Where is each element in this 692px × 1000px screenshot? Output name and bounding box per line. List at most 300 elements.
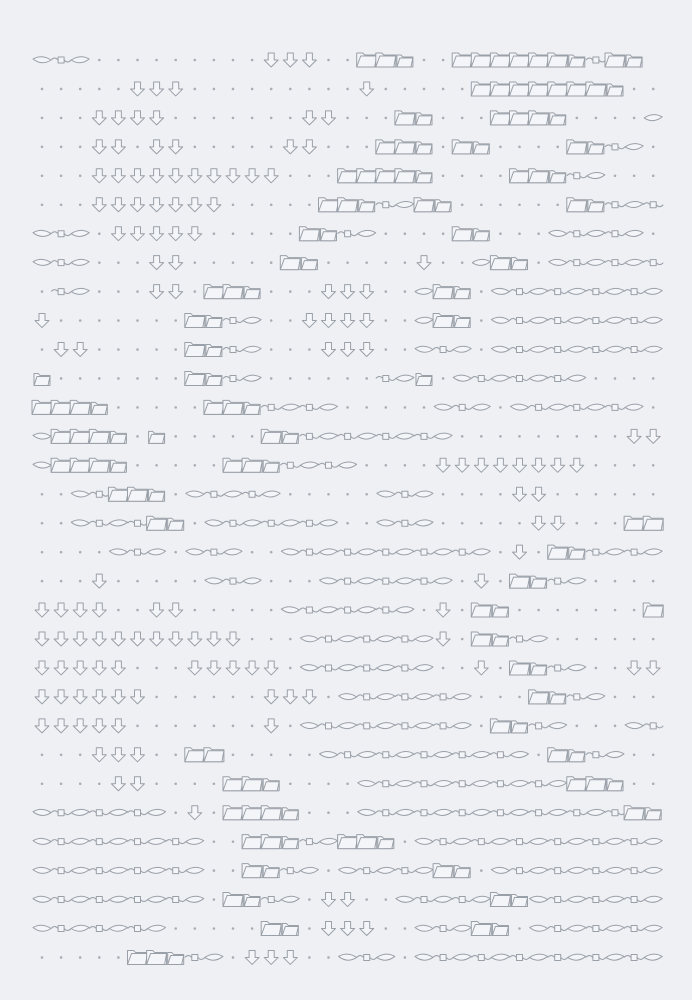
down-arrow-icon xyxy=(35,632,49,646)
folder-icon xyxy=(490,256,510,270)
link-end-icon xyxy=(71,925,89,931)
link-icon xyxy=(395,636,415,642)
folder-icon xyxy=(204,400,224,414)
dot-icon xyxy=(155,754,158,757)
link-end-icon xyxy=(530,317,548,323)
down-arrow-icon xyxy=(474,574,488,588)
dot-icon xyxy=(537,146,540,149)
dot-icon xyxy=(194,725,197,728)
dot-icon xyxy=(346,811,349,814)
dot-icon xyxy=(499,175,502,178)
dot-icon xyxy=(537,435,540,438)
down-arrow-icon xyxy=(627,429,641,443)
dot-icon xyxy=(404,840,407,843)
link-end-icon xyxy=(71,896,89,902)
link-icon xyxy=(338,231,358,237)
link-icon xyxy=(128,549,148,555)
dot-icon xyxy=(365,464,368,467)
down-arrow-icon xyxy=(322,922,336,936)
dot-icon xyxy=(289,232,292,235)
dot-icon xyxy=(633,175,636,178)
folder-tail-icon xyxy=(454,316,470,328)
link-end-icon xyxy=(377,665,395,671)
down-arrow-icon xyxy=(35,661,49,675)
down-arrow-icon xyxy=(92,690,106,704)
link-end-icon xyxy=(415,636,433,642)
dot-icon xyxy=(308,88,311,91)
link-start-icon xyxy=(33,433,51,439)
link-end-icon xyxy=(434,549,452,555)
folder-icon xyxy=(529,169,549,183)
dot-icon xyxy=(633,117,636,120)
dot-icon xyxy=(213,435,216,438)
down-arrow-icon xyxy=(264,661,278,675)
down-arrow-icon xyxy=(111,227,125,241)
dot-icon xyxy=(537,261,540,264)
dot-icon xyxy=(595,609,598,612)
dot-icon xyxy=(556,435,559,438)
dot-icon xyxy=(79,117,82,120)
link-end-icon xyxy=(358,433,376,439)
link-end-icon xyxy=(320,607,338,613)
link-end-icon xyxy=(587,694,605,700)
folder-icon xyxy=(567,777,587,791)
dot-icon xyxy=(461,638,464,641)
dot-icon xyxy=(480,348,483,351)
dot-icon xyxy=(365,117,368,120)
dot-icon xyxy=(98,88,101,91)
dot-icon xyxy=(308,927,311,930)
dot-icon xyxy=(289,782,292,785)
dot-icon xyxy=(232,88,235,91)
link-icon xyxy=(452,549,472,555)
dot-icon xyxy=(270,754,273,757)
dot-icon xyxy=(442,146,445,149)
link-icon xyxy=(548,289,568,295)
link-end-icon xyxy=(377,954,395,960)
link-icon xyxy=(414,897,434,903)
link-end-icon xyxy=(530,288,548,294)
dot-icon xyxy=(155,377,158,380)
link-icon xyxy=(452,752,472,758)
link-end-icon xyxy=(644,346,662,352)
folder-icon xyxy=(357,169,377,183)
dot-icon xyxy=(79,377,82,380)
dot-icon xyxy=(633,88,636,91)
link-icon xyxy=(166,839,186,845)
dot-icon xyxy=(232,232,235,235)
link-icon xyxy=(376,578,396,584)
link-icon xyxy=(89,520,109,526)
down-arrow-icon xyxy=(131,777,145,791)
tile-row xyxy=(35,661,660,675)
link-icon xyxy=(51,839,71,845)
link-end-icon xyxy=(71,809,89,815)
link-icon xyxy=(89,868,109,874)
down-arrow-icon xyxy=(111,690,125,704)
folder-icon xyxy=(624,516,644,530)
dot-icon xyxy=(136,146,139,149)
dot-icon xyxy=(614,725,617,728)
folder-icon xyxy=(567,198,587,212)
folder-icon xyxy=(586,82,606,96)
dot-icon xyxy=(480,725,483,728)
dot-icon xyxy=(174,493,177,496)
link-icon xyxy=(548,665,568,671)
dot-icon xyxy=(461,435,464,438)
dot-icon xyxy=(155,696,158,699)
dot-icon xyxy=(652,175,655,178)
folder-tail-icon xyxy=(91,402,107,414)
link-icon xyxy=(624,926,644,932)
dot-icon xyxy=(537,754,540,757)
dot-icon xyxy=(98,377,101,380)
down-arrow-icon xyxy=(341,922,355,936)
dot-icon xyxy=(136,59,139,62)
folder-tail-icon xyxy=(454,866,470,878)
link-icon xyxy=(567,231,587,237)
dot-icon xyxy=(270,638,273,641)
dot-icon xyxy=(461,667,464,670)
folder-icon xyxy=(89,429,109,443)
folder-icon xyxy=(586,777,606,791)
folder-tail-icon xyxy=(569,750,585,762)
dot-icon xyxy=(633,493,636,496)
dot-icon xyxy=(155,725,158,728)
dot-icon xyxy=(60,377,63,380)
link-icon xyxy=(89,810,109,816)
down-arrow-icon xyxy=(226,169,240,183)
dot-icon xyxy=(308,956,311,959)
link-end-icon xyxy=(358,607,376,613)
link-end-icon xyxy=(148,809,166,815)
dot-icon xyxy=(174,406,177,409)
folder-tail-icon xyxy=(282,808,298,820)
link-icon xyxy=(605,202,625,208)
link-end-icon xyxy=(606,288,624,294)
dot-icon xyxy=(289,725,292,728)
dot-icon xyxy=(365,522,368,525)
dot-icon xyxy=(213,464,216,467)
link-end-icon xyxy=(71,288,89,294)
link-end-icon xyxy=(243,578,261,584)
folder-tail-icon xyxy=(149,431,165,443)
link-icon xyxy=(376,375,396,381)
link-icon xyxy=(261,897,281,903)
down-arrow-icon xyxy=(92,748,106,762)
link-start-icon xyxy=(453,375,471,381)
link-end-icon xyxy=(434,752,452,758)
link-icon xyxy=(89,491,109,497)
dot-icon xyxy=(98,956,101,959)
dot-icon xyxy=(652,464,655,467)
down-arrow-icon xyxy=(341,314,355,328)
folder-icon xyxy=(471,922,491,936)
link-icon xyxy=(605,810,625,816)
link-icon xyxy=(242,491,262,497)
down-arrow-icon xyxy=(322,314,336,328)
dot-icon xyxy=(423,464,426,467)
link-end-icon xyxy=(530,375,548,381)
down-arrow-icon xyxy=(322,285,336,299)
dot-icon xyxy=(117,377,120,380)
dot-icon xyxy=(308,754,311,757)
link-icon xyxy=(414,752,434,758)
folder-tail-icon xyxy=(531,663,547,675)
link-start-icon xyxy=(625,723,643,729)
down-arrow-icon xyxy=(532,458,546,472)
dot-icon xyxy=(289,377,292,380)
link-end-icon xyxy=(109,925,127,931)
link-end-icon xyxy=(415,317,433,323)
down-arrow-icon xyxy=(111,748,125,762)
link-end-icon xyxy=(396,607,414,613)
link-icon xyxy=(357,636,377,642)
link-end-icon xyxy=(339,723,357,729)
link-end-icon xyxy=(339,462,357,468)
folder-tail-icon xyxy=(512,258,528,270)
down-arrow-icon xyxy=(150,111,164,125)
dot-icon xyxy=(194,88,197,91)
link-icon xyxy=(548,347,568,353)
down-arrow-icon xyxy=(92,169,106,183)
dot-icon xyxy=(518,232,521,235)
dot-icon xyxy=(308,175,311,178)
dot-icon xyxy=(614,117,617,120)
down-arrow-icon xyxy=(131,82,145,96)
link-end-icon xyxy=(568,954,586,960)
folder-icon xyxy=(471,53,491,67)
folder-tail-icon xyxy=(359,200,375,212)
dot-icon xyxy=(499,203,502,206)
link-icon xyxy=(605,144,625,150)
dot-icon xyxy=(194,696,197,699)
folder-tail-icon xyxy=(378,837,394,849)
dot-icon xyxy=(155,319,158,322)
link-icon xyxy=(128,897,148,903)
dot-icon xyxy=(117,88,120,91)
link-icon xyxy=(624,839,644,845)
dot-icon xyxy=(60,493,63,496)
dot-icon xyxy=(346,522,349,525)
link-icon xyxy=(510,375,530,381)
dot-icon xyxy=(385,898,388,901)
link-start-icon xyxy=(300,723,318,729)
down-arrow-icon xyxy=(436,603,450,617)
down-arrow-icon xyxy=(302,140,316,154)
down-arrow-icon xyxy=(513,545,527,559)
down-arrow-icon xyxy=(169,169,183,183)
down-arrow-icon xyxy=(264,690,278,704)
dot-icon xyxy=(213,782,216,785)
dot-icon xyxy=(136,435,139,438)
link-end-icon xyxy=(606,549,624,555)
link-end-icon xyxy=(148,896,166,902)
dot-icon xyxy=(480,869,483,872)
link-start-icon xyxy=(300,636,318,642)
link-end-icon xyxy=(549,723,567,729)
dot-icon xyxy=(556,203,559,206)
folder-tail-icon xyxy=(550,692,566,704)
link-start-icon xyxy=(33,925,51,931)
dot-icon xyxy=(174,59,177,62)
down-arrow-icon xyxy=(131,198,145,212)
tile-row xyxy=(33,53,642,67)
dot-icon xyxy=(614,175,617,178)
dot-icon xyxy=(289,88,292,91)
down-arrow-icon xyxy=(360,922,374,936)
link-icon xyxy=(223,318,243,324)
dot-icon xyxy=(461,203,464,206)
tile-row xyxy=(41,748,655,762)
dot-icon xyxy=(79,551,82,554)
down-arrow-icon xyxy=(360,314,374,328)
tile-row xyxy=(35,719,663,733)
dot-icon xyxy=(652,696,655,699)
dot-icon xyxy=(499,667,502,670)
dot-icon xyxy=(232,609,235,612)
dot-icon xyxy=(213,811,216,814)
dot-icon xyxy=(79,580,82,583)
dot-icon xyxy=(595,117,598,120)
down-arrow-icon xyxy=(322,343,336,357)
link-icon xyxy=(357,868,377,874)
down-arrow-icon xyxy=(341,343,355,357)
link-icon xyxy=(529,723,549,729)
link-icon xyxy=(204,549,224,555)
link-end-icon xyxy=(377,723,395,729)
tile-row xyxy=(33,458,655,472)
link-start-icon xyxy=(339,954,357,960)
dot-icon xyxy=(385,319,388,322)
dot-icon xyxy=(251,203,254,206)
link-start-icon xyxy=(109,549,127,555)
link-icon xyxy=(299,433,319,439)
link-end-icon xyxy=(358,549,376,555)
tile-row xyxy=(41,169,655,183)
folder-icon xyxy=(395,169,415,183)
link-icon xyxy=(548,578,568,584)
dot-icon xyxy=(499,146,502,149)
link-icon xyxy=(490,781,510,787)
folder-tail-icon xyxy=(473,142,489,154)
link-end-icon xyxy=(281,896,299,902)
down-arrow-icon xyxy=(264,719,278,733)
dot-icon xyxy=(385,117,388,120)
link-end-icon xyxy=(511,780,529,786)
down-arrow-icon xyxy=(551,516,565,530)
dot-icon xyxy=(136,609,139,612)
link-end-icon xyxy=(606,925,624,931)
dot-icon xyxy=(155,782,158,785)
dot-icon xyxy=(595,580,598,583)
dot-icon xyxy=(556,493,559,496)
link-icon xyxy=(433,954,453,960)
dot-icon xyxy=(155,580,158,583)
link-icon xyxy=(433,347,453,353)
dot-icon xyxy=(232,956,235,959)
down-arrow-icon xyxy=(436,458,450,472)
link-icon xyxy=(567,810,587,816)
dot-icon xyxy=(385,88,388,91)
dot-icon xyxy=(652,377,655,380)
link-icon xyxy=(128,520,148,526)
link-icon xyxy=(567,694,587,700)
dot-icon xyxy=(194,580,197,583)
link-start-icon xyxy=(186,491,204,497)
down-arrow-icon xyxy=(646,429,660,443)
dot-icon xyxy=(423,406,426,409)
link-end-icon xyxy=(568,665,586,671)
link-end-icon xyxy=(453,694,471,700)
folder-icon xyxy=(261,922,281,936)
link-end-icon xyxy=(549,404,567,410)
link-icon xyxy=(376,607,396,613)
link-end-icon xyxy=(396,201,414,207)
dot-icon xyxy=(270,580,273,583)
dot-icon xyxy=(194,290,197,293)
dot-icon xyxy=(232,435,235,438)
dot-icon xyxy=(251,146,254,149)
dot-icon xyxy=(576,493,579,496)
link-icon xyxy=(586,926,606,932)
dot-icon xyxy=(461,580,464,583)
dot-icon xyxy=(213,261,216,264)
folder-tail-icon xyxy=(569,547,585,559)
link-icon xyxy=(338,607,358,613)
folder-icon xyxy=(51,400,71,414)
link-end-icon xyxy=(71,57,89,63)
link-end-icon xyxy=(320,404,338,410)
folder-tail-icon xyxy=(397,55,413,67)
link-icon xyxy=(185,954,205,960)
folder-icon xyxy=(510,111,530,125)
dot-icon xyxy=(595,435,598,438)
link-end-icon xyxy=(472,752,490,758)
dot-icon xyxy=(442,261,445,264)
dot-icon xyxy=(499,435,502,438)
dot-icon xyxy=(232,840,235,843)
link-end-icon xyxy=(415,694,433,700)
dot-icon xyxy=(289,175,292,178)
link-end-icon xyxy=(434,896,452,902)
link-end-icon xyxy=(606,346,624,352)
link-start-icon xyxy=(33,896,51,902)
link-end-icon xyxy=(606,838,624,844)
link-start-icon xyxy=(320,578,338,584)
dot-icon xyxy=(79,203,82,206)
dot-icon xyxy=(442,88,445,91)
dot-icon xyxy=(117,956,120,959)
dot-icon xyxy=(614,696,617,699)
tile-row xyxy=(41,285,663,299)
folder-icon xyxy=(490,53,510,67)
link-end-icon xyxy=(281,404,299,410)
dot-icon xyxy=(270,88,273,91)
down-arrow-icon xyxy=(54,719,68,733)
down-arrow-icon xyxy=(54,632,68,646)
link-end-icon xyxy=(453,723,471,729)
folder-tail-icon xyxy=(607,779,623,791)
dot-icon xyxy=(633,754,636,757)
tile-row xyxy=(35,632,655,646)
link-icon xyxy=(51,897,71,903)
link-end-icon xyxy=(491,838,509,844)
link-end-icon xyxy=(434,578,452,584)
link-start-icon xyxy=(33,259,51,265)
link-end-icon xyxy=(224,549,242,555)
link-start-icon xyxy=(396,896,414,902)
